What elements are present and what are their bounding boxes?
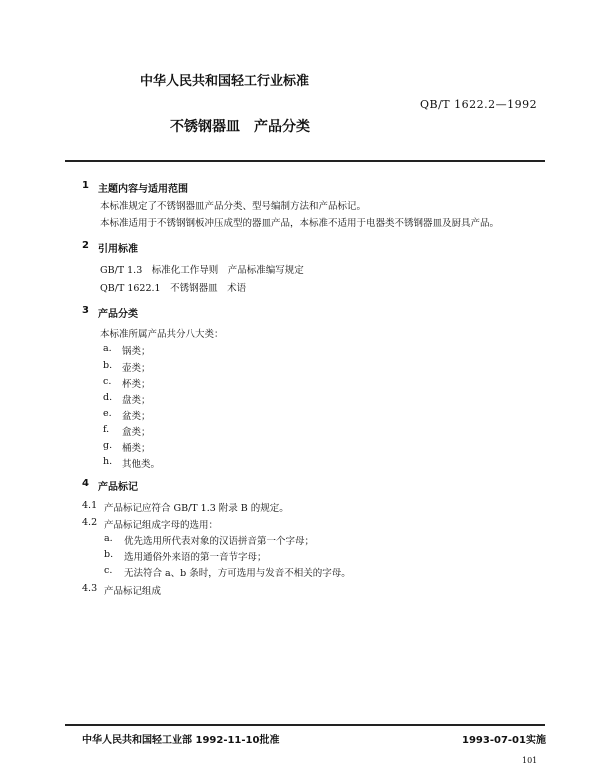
section-3-intro: 本标准所属产品共分八大类： bbox=[100, 329, 224, 340]
clause-4-1-number: 4.1 bbox=[82, 500, 98, 511]
category-c-letter: c. bbox=[103, 376, 112, 387]
category-e-letter: e. bbox=[103, 408, 112, 419]
approval-line: 中华人民共和国轻工业部 1992-11-10批准 bbox=[82, 735, 280, 746]
category-e-text: 盆类； bbox=[122, 411, 151, 422]
reference-1: GB/T 1.3 标准化工作导则 产品标准编写规定 bbox=[100, 265, 304, 276]
rule-c-text: 无法符合 a、b 条时，方可选用与发音不相关的字母。 bbox=[124, 568, 351, 579]
rule-a-text: 优先选用所代表对象的汉语拼音第一个字母； bbox=[124, 536, 315, 547]
section-2-heading: 引用标准 bbox=[98, 244, 138, 255]
category-b-text: 壶类； bbox=[122, 363, 151, 374]
footer-divider bbox=[65, 724, 545, 726]
section-3-number: 3 bbox=[82, 305, 89, 316]
header-divider bbox=[65, 160, 545, 162]
category-d-letter: d. bbox=[103, 392, 113, 403]
page-number: 101 bbox=[522, 756, 538, 765]
category-h-letter: h. bbox=[103, 456, 113, 467]
clause-4-1-text: 产品标记应符合 GB/T 1.3 附录 B 的规定。 bbox=[104, 503, 289, 514]
rule-a-letter: a. bbox=[104, 533, 113, 544]
standard-code: QB/T 1622.2—1992 bbox=[420, 98, 538, 111]
category-d-text: 盘类； bbox=[122, 395, 151, 406]
category-c-text: 杯类； bbox=[122, 379, 151, 390]
clause-4-3-number: 4.3 bbox=[82, 583, 98, 594]
clause-4-2-number: 4.2 bbox=[82, 517, 98, 528]
effective-date: 1993-07-01实施 bbox=[462, 735, 546, 746]
category-a-letter: a. bbox=[103, 343, 112, 354]
rule-c-letter: c. bbox=[104, 565, 113, 576]
clause-4-3-text: 产品标记组成 bbox=[104, 586, 162, 597]
rule-b-text: 选用通俗外来语的第一音节字母； bbox=[124, 552, 267, 563]
section-4-heading: 产品标记 bbox=[98, 482, 138, 493]
document-title: 不锈钢器皿 产品分类 bbox=[170, 119, 310, 135]
category-h-text: 其他类。 bbox=[122, 459, 161, 470]
section-1-number: 1 bbox=[82, 180, 89, 191]
section-2-number: 2 bbox=[82, 240, 89, 251]
category-b-letter: b. bbox=[103, 360, 113, 371]
category-a-text: 锅类； bbox=[122, 346, 151, 357]
reference-2: QB/T 1622.1 不锈钢器皿 术语 bbox=[100, 283, 247, 294]
rule-b-letter: b. bbox=[104, 549, 114, 560]
category-g-text: 桶类； bbox=[122, 443, 151, 454]
section-1-paragraph-2: 本标准适用于不锈钢钢板冲压成型的器皿产品，本标准不适用于电器类不锈钢器皿及厨具产品。 bbox=[100, 218, 500, 229]
section-3-heading: 产品分类 bbox=[98, 309, 138, 320]
category-g-letter: g. bbox=[103, 440, 113, 451]
section-1-heading: 主题内容与适用范围 bbox=[98, 184, 188, 195]
clause-4-2-text: 产品标记组成字母的选用： bbox=[104, 520, 219, 531]
category-f-letter: f. bbox=[103, 424, 110, 435]
section-4-number: 4 bbox=[82, 478, 89, 489]
ministry-standard-title: 中华人民共和国轻工行业标准 bbox=[140, 74, 310, 89]
section-1-paragraph-1: 本标准规定了不锈钢器皿产品分类、型号编制方法和产品标记。 bbox=[100, 201, 367, 212]
category-f-text: 盒类； bbox=[122, 427, 151, 438]
